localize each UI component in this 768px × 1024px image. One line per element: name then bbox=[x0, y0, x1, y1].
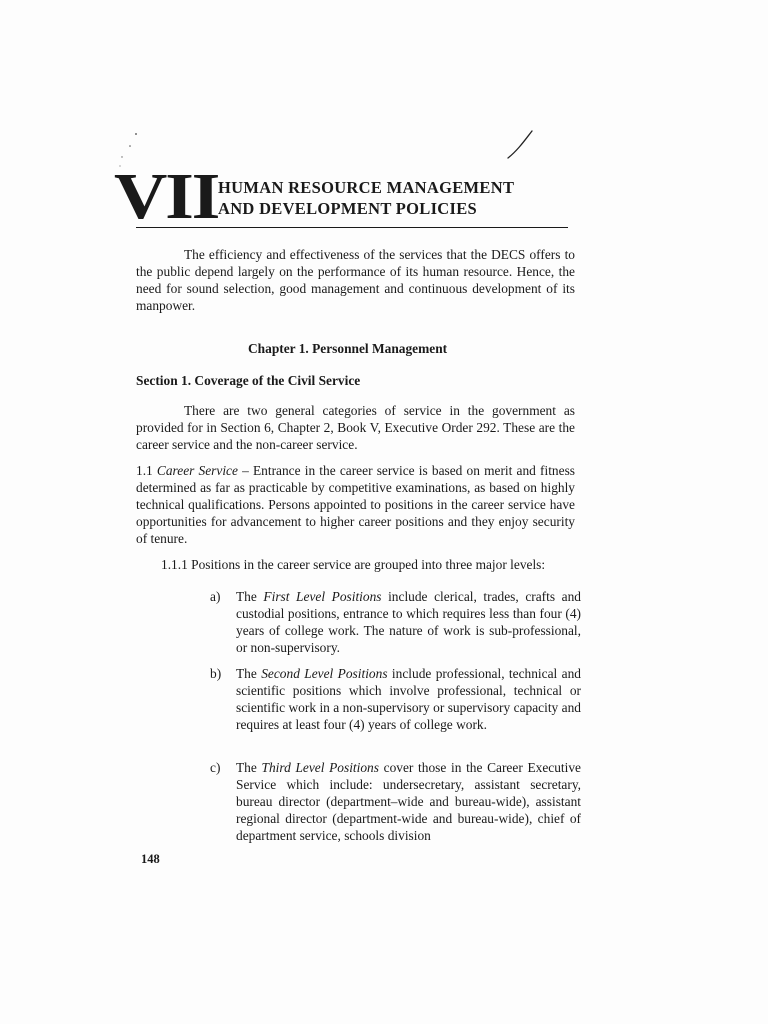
levels-intro: 1.1.1 Positions in the career service are grouped into three major levels: bbox=[161, 557, 546, 572]
list-marker: b) bbox=[210, 666, 222, 681]
list-item-pre: The bbox=[236, 589, 264, 604]
title-divider bbox=[136, 227, 568, 228]
career-service-paragraph bbox=[136, 463, 575, 548]
list-item-pre: The bbox=[236, 760, 262, 775]
page-number: 148 bbox=[141, 852, 160, 866]
list-item-term: Third Level Positions bbox=[261, 760, 379, 775]
chapter-title-line-2: AND DEVELOPMENT POLICIES bbox=[218, 199, 478, 218]
career-service-number: 1.1 bbox=[136, 463, 153, 478]
list-item-body: include clerical, trades, crafts and custodial positions, entrance to which requires less than four (4) years of college work. The nature of work is sub-professional, or non-supervisory. bbox=[236, 589, 581, 655]
career-service-term: Career Service bbox=[156, 463, 238, 478]
list-item-text bbox=[236, 589, 581, 657]
chapter-title bbox=[218, 177, 514, 219]
list-item-term: First Level Positions bbox=[263, 589, 382, 604]
pen-slash-mark bbox=[505, 128, 535, 162]
career-service-text: – Entrance in the career service is based on merit and fitness determined as far as practicable by competitive examinations, as based on highly technical qualifications. Persons appointed to positions in the career service have opportunities for advancement to higher career positions and they enjoy security of tenure. bbox=[136, 463, 575, 546]
intro-paragraph: The efficiency and effectiveness of the services that the DECS offers to the public depend largely on the performance of its human resource. Hence, the need for sound selection, good management and continuous development of its manpower. bbox=[136, 247, 575, 313]
list-marker: c) bbox=[210, 760, 221, 775]
section-paragraph: There are two general categories of service in the government as provided for in Section 6, Chapter 2, Book V, Executive Order 292. These are the career service and the non-career service. bbox=[136, 403, 575, 452]
list-item-text bbox=[236, 760, 581, 845]
list-item-body: cover those in the Career Executive Service which include: undersecretary, assistant secretary, bureau director (department–wide and bureau-wide), assistant regional director (department-wide and bureau-wide), chief of department service, schools division bbox=[236, 760, 581, 843]
list-item-text bbox=[236, 666, 581, 734]
list-item-term: Second Level Positions bbox=[261, 666, 388, 681]
chapter-heading: Chapter 1. Personnel Management bbox=[248, 341, 448, 356]
chapter-title-line-1: HUMAN RESOURCE MANAGEMENT bbox=[218, 178, 515, 197]
list-item-pre: The bbox=[236, 666, 262, 681]
list-marker: a) bbox=[210, 589, 221, 604]
list-item-body: include professional, technical and scientific positions which involve professional, technical or scientific work in a non-supervisory or supervisory capacity and requires at least four (4) years of college work. bbox=[236, 666, 581, 732]
section-heading: Section 1. Coverage of the Civil Service bbox=[136, 373, 361, 388]
chapter-numeral: VII bbox=[114, 160, 219, 233]
